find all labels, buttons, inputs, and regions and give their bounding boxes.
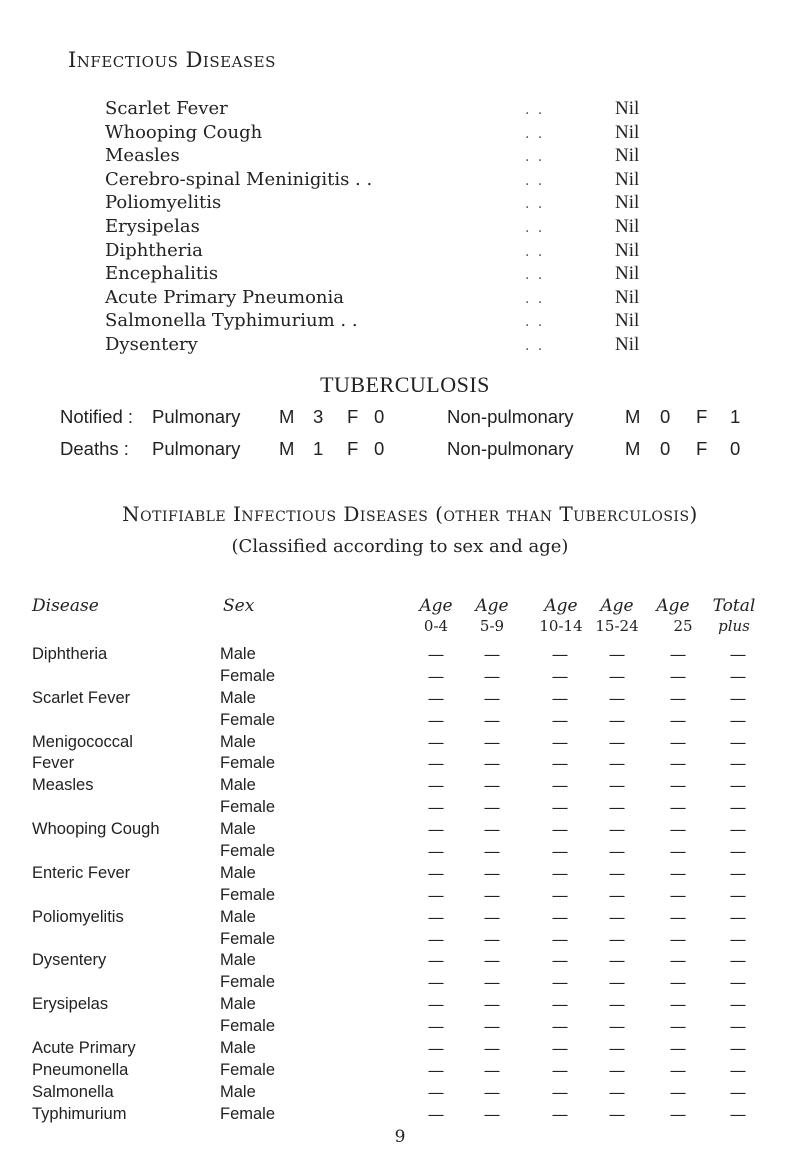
dash-cell: —	[729, 710, 747, 730]
sex-cell: Female	[220, 798, 276, 817]
infectious-disease-value: Nil	[615, 145, 640, 167]
dash-cell: —	[669, 842, 687, 862]
dash-cell: —	[608, 842, 626, 862]
tb-pf-label: F	[347, 438, 359, 459]
leader-dots: . .	[525, 102, 545, 118]
infectious-disease-name: Encephalitis	[105, 263, 219, 285]
infectious-diseases-title: Infectious Diseases	[68, 48, 276, 72]
dash-cell: —	[483, 1104, 501, 1124]
dash-cell: —	[483, 1082, 501, 1102]
table-row	[0, 1039, 800, 1061]
disease-cell: Typhimurium	[32, 1104, 127, 1123]
dash-cell: —	[483, 754, 501, 774]
dash-cell: —	[669, 973, 687, 993]
dash-cell: —	[483, 1017, 501, 1037]
header-age-3-range: 10-14	[539, 617, 583, 635]
dash-cell: —	[729, 732, 747, 752]
dash-cell: —	[608, 907, 626, 927]
infectious-disease-row	[105, 145, 645, 169]
infectious-disease-value: Nil	[615, 263, 640, 285]
dash-cell: —	[483, 951, 501, 971]
leader-dots: . .	[525, 172, 545, 189]
infectious-disease-row	[105, 192, 645, 216]
dash-cell: —	[427, 1082, 445, 1102]
dash-cell: —	[729, 1082, 747, 1102]
page-number: 9	[394, 1127, 406, 1147]
dash-cell: —	[427, 842, 445, 862]
dash-cell: —	[608, 973, 626, 993]
dash-cell: —	[551, 1060, 569, 1080]
dash-cell: —	[608, 732, 626, 752]
tuberculosis-title: TUBERCULOSIS	[320, 372, 490, 397]
dash-cell: —	[608, 754, 626, 774]
dash-cell: —	[427, 863, 445, 883]
dash-cell: —	[608, 688, 626, 708]
header-age-3: Age	[544, 596, 578, 616]
disease-cell: Dysentery	[32, 951, 107, 970]
infectious-disease-name: Poliomyelitis	[105, 192, 222, 214]
dash-cell: —	[608, 1104, 626, 1124]
dash-cell: —	[551, 1082, 569, 1102]
dash-cell: —	[729, 1039, 747, 1059]
dash-cell: —	[483, 666, 501, 686]
dash-cell: —	[483, 798, 501, 818]
infectious-disease-row	[105, 240, 645, 264]
dash-cell: —	[608, 1082, 626, 1102]
infectious-disease-row	[105, 287, 645, 311]
tb-label: Notified :	[60, 406, 134, 427]
sex-cell: Male	[220, 688, 256, 707]
infectious-disease-value: Nil	[615, 333, 640, 355]
dash-cell: —	[427, 688, 445, 708]
dash-cell: —	[729, 688, 747, 708]
dash-cell: —	[608, 929, 626, 949]
infectious-disease-row	[105, 169, 645, 193]
table-row	[0, 842, 800, 864]
dash-cell: —	[427, 951, 445, 971]
header-sex: Sex	[223, 596, 255, 616]
header-total-plus: plus	[718, 617, 750, 635]
dash-cell: —	[551, 1104, 569, 1124]
dash-cell: —	[608, 863, 626, 883]
infectious-disease-name: Measles	[105, 145, 180, 167]
dash-cell: —	[483, 732, 501, 752]
infectious-disease-name: Erysipelas	[105, 215, 200, 237]
dash-cell: —	[729, 863, 747, 883]
leader-dots: . .	[525, 337, 545, 354]
infectious-disease-row	[105, 98, 645, 122]
disease-cell: Fever	[32, 754, 75, 773]
header-age-5: Age	[656, 596, 690, 616]
disease-cell: Whooping Cough	[32, 820, 160, 839]
leader-dots: . .	[525, 125, 545, 142]
infectious-disease-name: Dysentery	[105, 333, 198, 355]
dash-cell: —	[669, 645, 687, 664]
dash-cell: —	[551, 973, 569, 993]
table-row	[0, 689, 800, 711]
notifiable-table	[0, 645, 800, 1127]
dash-cell: —	[729, 929, 747, 949]
dash-cell: —	[669, 732, 687, 752]
sex-cell: Female	[220, 1060, 276, 1079]
dash-cell: —	[608, 1017, 626, 1037]
tb-nm-label: M	[625, 438, 641, 459]
dash-cell: —	[729, 885, 747, 905]
dash-cell: —	[608, 666, 626, 686]
dash-cell: —	[608, 995, 626, 1015]
sex-cell: Female	[220, 929, 276, 948]
tb-pulmonary: Pulmonary	[152, 406, 241, 427]
header-age-1: Age	[419, 596, 453, 616]
disease-cell: Scarlet Fever	[32, 688, 131, 707]
sex-cell: Male	[220, 1082, 256, 1101]
sex-cell: Female	[220, 842, 276, 861]
table-row	[0, 908, 800, 930]
dash-cell: —	[427, 929, 445, 949]
disease-cell: Diphtheria	[32, 645, 108, 663]
header-total: Total	[712, 596, 756, 616]
dash-cell: —	[608, 820, 626, 840]
header-age-2: Age	[475, 596, 509, 616]
table-row	[0, 995, 800, 1017]
disease-cell: Erysipelas	[32, 995, 109, 1014]
sex-cell: Female	[220, 710, 276, 729]
sex-cell: Male	[220, 863, 256, 882]
table-row	[0, 820, 800, 842]
table-row	[0, 798, 800, 820]
sex-cell: Female	[220, 1104, 276, 1123]
infectious-disease-value: Nil	[615, 215, 640, 237]
dash-cell: —	[551, 710, 569, 730]
disease-cell: Pneumonella	[32, 1060, 129, 1079]
sex-cell: Female	[220, 666, 276, 685]
dash-cell: —	[729, 798, 747, 818]
dash-cell: —	[729, 645, 747, 664]
disease-cell: Enteric Fever	[32, 863, 131, 882]
dash-cell: —	[551, 907, 569, 927]
dash-cell: —	[669, 929, 687, 949]
infectious-disease-name: Diphtheria	[105, 239, 203, 261]
dash-cell: —	[483, 688, 501, 708]
dash-cell: —	[483, 710, 501, 730]
tb-nm-label: M	[625, 406, 641, 427]
sex-cell: Male	[220, 732, 256, 751]
infectious-disease-value: Nil	[615, 168, 640, 190]
header-age-1-range: 0-4	[423, 617, 449, 635]
dash-cell: —	[669, 1017, 687, 1037]
leader-dots: . .	[525, 243, 545, 260]
dash-cell: —	[729, 951, 747, 971]
disease-cell: Acute Primary	[32, 1039, 136, 1058]
table-row	[0, 1105, 800, 1127]
leader-dots: . .	[525, 290, 545, 307]
dash-cell: —	[669, 754, 687, 774]
dash-cell: —	[483, 929, 501, 949]
table-row	[0, 754, 800, 776]
leader-dots: . .	[525, 219, 545, 236]
table-row	[0, 1083, 800, 1105]
dash-cell: —	[427, 907, 445, 927]
sex-cell: Male	[220, 776, 256, 795]
infectious-disease-row	[105, 334, 645, 358]
tb-pm: 1	[313, 438, 324, 459]
dash-cell: —	[427, 995, 445, 1015]
tb-nf: 0	[730, 438, 741, 459]
dash-cell: —	[551, 951, 569, 971]
dash-cell: —	[551, 1017, 569, 1037]
table-row	[0, 930, 800, 952]
infectious-disease-name: Acute Primary Pneumonia	[105, 286, 344, 308]
dash-cell: —	[551, 885, 569, 905]
dash-cell: —	[427, 1060, 445, 1080]
dash-cell: —	[551, 732, 569, 752]
dash-cell: —	[608, 951, 626, 971]
tb-nf-label: F	[696, 406, 708, 427]
dash-cell: —	[427, 1039, 445, 1059]
dash-cell: —	[483, 842, 501, 862]
dash-cell: —	[551, 754, 569, 774]
dash-cell: —	[483, 776, 501, 796]
dash-cell: —	[483, 1039, 501, 1059]
dash-cell: —	[427, 1017, 445, 1037]
dash-cell: —	[427, 710, 445, 730]
disease-cell: Measles	[32, 776, 94, 795]
disease-cell: Salmonella	[32, 1082, 114, 1101]
dash-cell: —	[669, 907, 687, 927]
dash-cell: —	[551, 995, 569, 1015]
infectious-disease-name: Cerebro-spinal Meninigitis . .	[105, 168, 373, 190]
leader-dots: . .	[525, 149, 545, 166]
tb-pm: 3	[313, 406, 324, 427]
header-age-5-range: 25	[673, 617, 693, 635]
tb-pm-label: M	[279, 438, 295, 459]
dash-cell: —	[608, 1039, 626, 1059]
tb-pulmonary: Pulmonary	[152, 438, 241, 459]
sex-cell: Female	[220, 754, 276, 773]
tb-nm: 0	[660, 438, 671, 459]
dash-cell: —	[427, 776, 445, 796]
table-row	[0, 667, 800, 689]
dash-cell: —	[427, 754, 445, 774]
dash-cell: —	[551, 863, 569, 883]
infectious-disease-value: Nil	[615, 121, 640, 143]
sex-cell: Male	[220, 820, 256, 839]
dash-cell: —	[729, 754, 747, 774]
notifiable-subtitle: (Classified according to sex and age)	[231, 536, 569, 557]
dash-cell: —	[608, 1060, 626, 1080]
dash-cell: —	[669, 710, 687, 730]
dash-cell: —	[669, 1039, 687, 1059]
tb-nf: 1	[730, 406, 741, 427]
dash-cell: —	[669, 688, 687, 708]
tb-nm: 0	[660, 406, 671, 427]
infectious-disease-name: Scarlet Fever	[105, 98, 228, 119]
sex-cell: Male	[220, 951, 256, 970]
sex-cell: Female	[220, 973, 276, 992]
dash-cell: —	[669, 776, 687, 796]
dash-cell: —	[551, 666, 569, 686]
infectious-disease-row	[105, 263, 645, 287]
dash-cell: —	[669, 798, 687, 818]
dash-cell: —	[669, 951, 687, 971]
sex-cell: Female	[220, 1017, 276, 1036]
infectious-diseases-list	[105, 98, 645, 358]
notifiable-title: Notifiable Infectious Diseases (other than Tuberculosis)	[122, 502, 698, 526]
dash-cell: —	[427, 798, 445, 818]
tb-pf: 0	[374, 406, 385, 427]
dash-cell: —	[483, 907, 501, 927]
table-row	[0, 711, 800, 733]
dash-cell: —	[608, 798, 626, 818]
dash-cell: —	[729, 973, 747, 993]
sex-cell: Male	[220, 1039, 256, 1058]
table-row	[0, 645, 800, 667]
dash-cell: —	[483, 820, 501, 840]
dash-cell: —	[551, 798, 569, 818]
dash-cell: —	[729, 907, 747, 927]
sex-cell: Female	[220, 885, 276, 904]
dash-cell: —	[551, 820, 569, 840]
dash-cell: —	[729, 995, 747, 1015]
dash-cell: —	[483, 973, 501, 993]
leader-dots: . .	[525, 314, 545, 331]
tb-non-pulmonary: Non-pulmonary	[447, 406, 574, 427]
tb-pm-label: M	[279, 406, 295, 427]
dash-cell: —	[427, 820, 445, 840]
tb-pf: 0	[374, 438, 385, 459]
table-row	[0, 776, 800, 798]
dash-cell: —	[669, 1082, 687, 1102]
dash-cell: —	[669, 1060, 687, 1080]
infectious-disease-name: Whooping Cough	[105, 121, 263, 143]
dash-cell: —	[483, 885, 501, 905]
infectious-disease-value: Nil	[615, 192, 640, 214]
dash-cell: —	[551, 1039, 569, 1059]
leader-dots: . .	[525, 267, 545, 284]
dash-cell: —	[483, 645, 501, 664]
dash-cell: —	[427, 885, 445, 905]
dash-cell: —	[483, 1060, 501, 1080]
dash-cell: —	[427, 666, 445, 686]
infectious-disease-value: Nil	[615, 239, 640, 261]
sex-cell: Male	[220, 645, 256, 663]
dash-cell: —	[608, 776, 626, 796]
header-age-4-range: 15-24	[595, 617, 639, 635]
dash-cell: —	[669, 885, 687, 905]
dash-cell: —	[608, 710, 626, 730]
dash-cell: —	[427, 732, 445, 752]
tb-nf-label: F	[696, 438, 708, 459]
infectious-disease-value: Nil	[615, 98, 640, 119]
tb-non-pulmonary: Non-pulmonary	[447, 438, 574, 459]
dash-cell: —	[669, 820, 687, 840]
header-disease: Disease	[32, 596, 99, 616]
dash-cell: —	[427, 1104, 445, 1124]
infectious-disease-value: Nil	[615, 310, 640, 332]
dash-cell: —	[729, 666, 747, 686]
table-row	[0, 1017, 800, 1039]
dash-cell: —	[483, 995, 501, 1015]
sex-cell: Male	[220, 907, 256, 926]
dash-cell: —	[608, 645, 626, 664]
table-row	[0, 733, 800, 755]
dash-cell: —	[551, 842, 569, 862]
table-row	[0, 973, 800, 995]
table-row	[0, 951, 800, 973]
header-age-2-range: 5-9	[479, 617, 505, 635]
dash-cell: —	[608, 885, 626, 905]
table-row	[0, 1061, 800, 1083]
dash-cell: —	[551, 776, 569, 796]
table-row	[0, 864, 800, 886]
dash-cell: —	[427, 645, 445, 664]
tb-label: Deaths :	[60, 438, 129, 459]
infectious-disease-value: Nil	[615, 286, 640, 308]
dash-cell: —	[669, 1104, 687, 1124]
dash-cell: —	[427, 973, 445, 993]
dash-cell: —	[729, 820, 747, 840]
leader-dots: . .	[525, 196, 545, 213]
dash-cell: —	[483, 863, 501, 883]
dash-cell: —	[551, 645, 569, 664]
dash-cell: —	[551, 929, 569, 949]
infectious-disease-row	[105, 216, 645, 240]
dash-cell: —	[729, 1017, 747, 1037]
sex-cell: Male	[220, 995, 256, 1014]
dash-cell: —	[669, 995, 687, 1015]
disease-cell: Poliomyelitis	[32, 907, 124, 926]
dash-cell: —	[729, 842, 747, 862]
infectious-disease-row	[105, 310, 645, 334]
disease-cell: Menigococcal	[32, 732, 133, 751]
dash-cell: —	[729, 1060, 747, 1080]
table-row	[0, 886, 800, 908]
dash-cell: —	[551, 688, 569, 708]
dash-cell: —	[729, 1104, 747, 1124]
infectious-disease-name: Salmonella Typhimurium . .	[105, 310, 358, 332]
dash-cell: —	[669, 863, 687, 883]
dash-cell: —	[729, 776, 747, 796]
tb-pf-label: F	[347, 406, 359, 427]
header-age-4: Age	[600, 596, 634, 616]
dash-cell: —	[669, 666, 687, 686]
infectious-disease-row	[105, 122, 645, 146]
